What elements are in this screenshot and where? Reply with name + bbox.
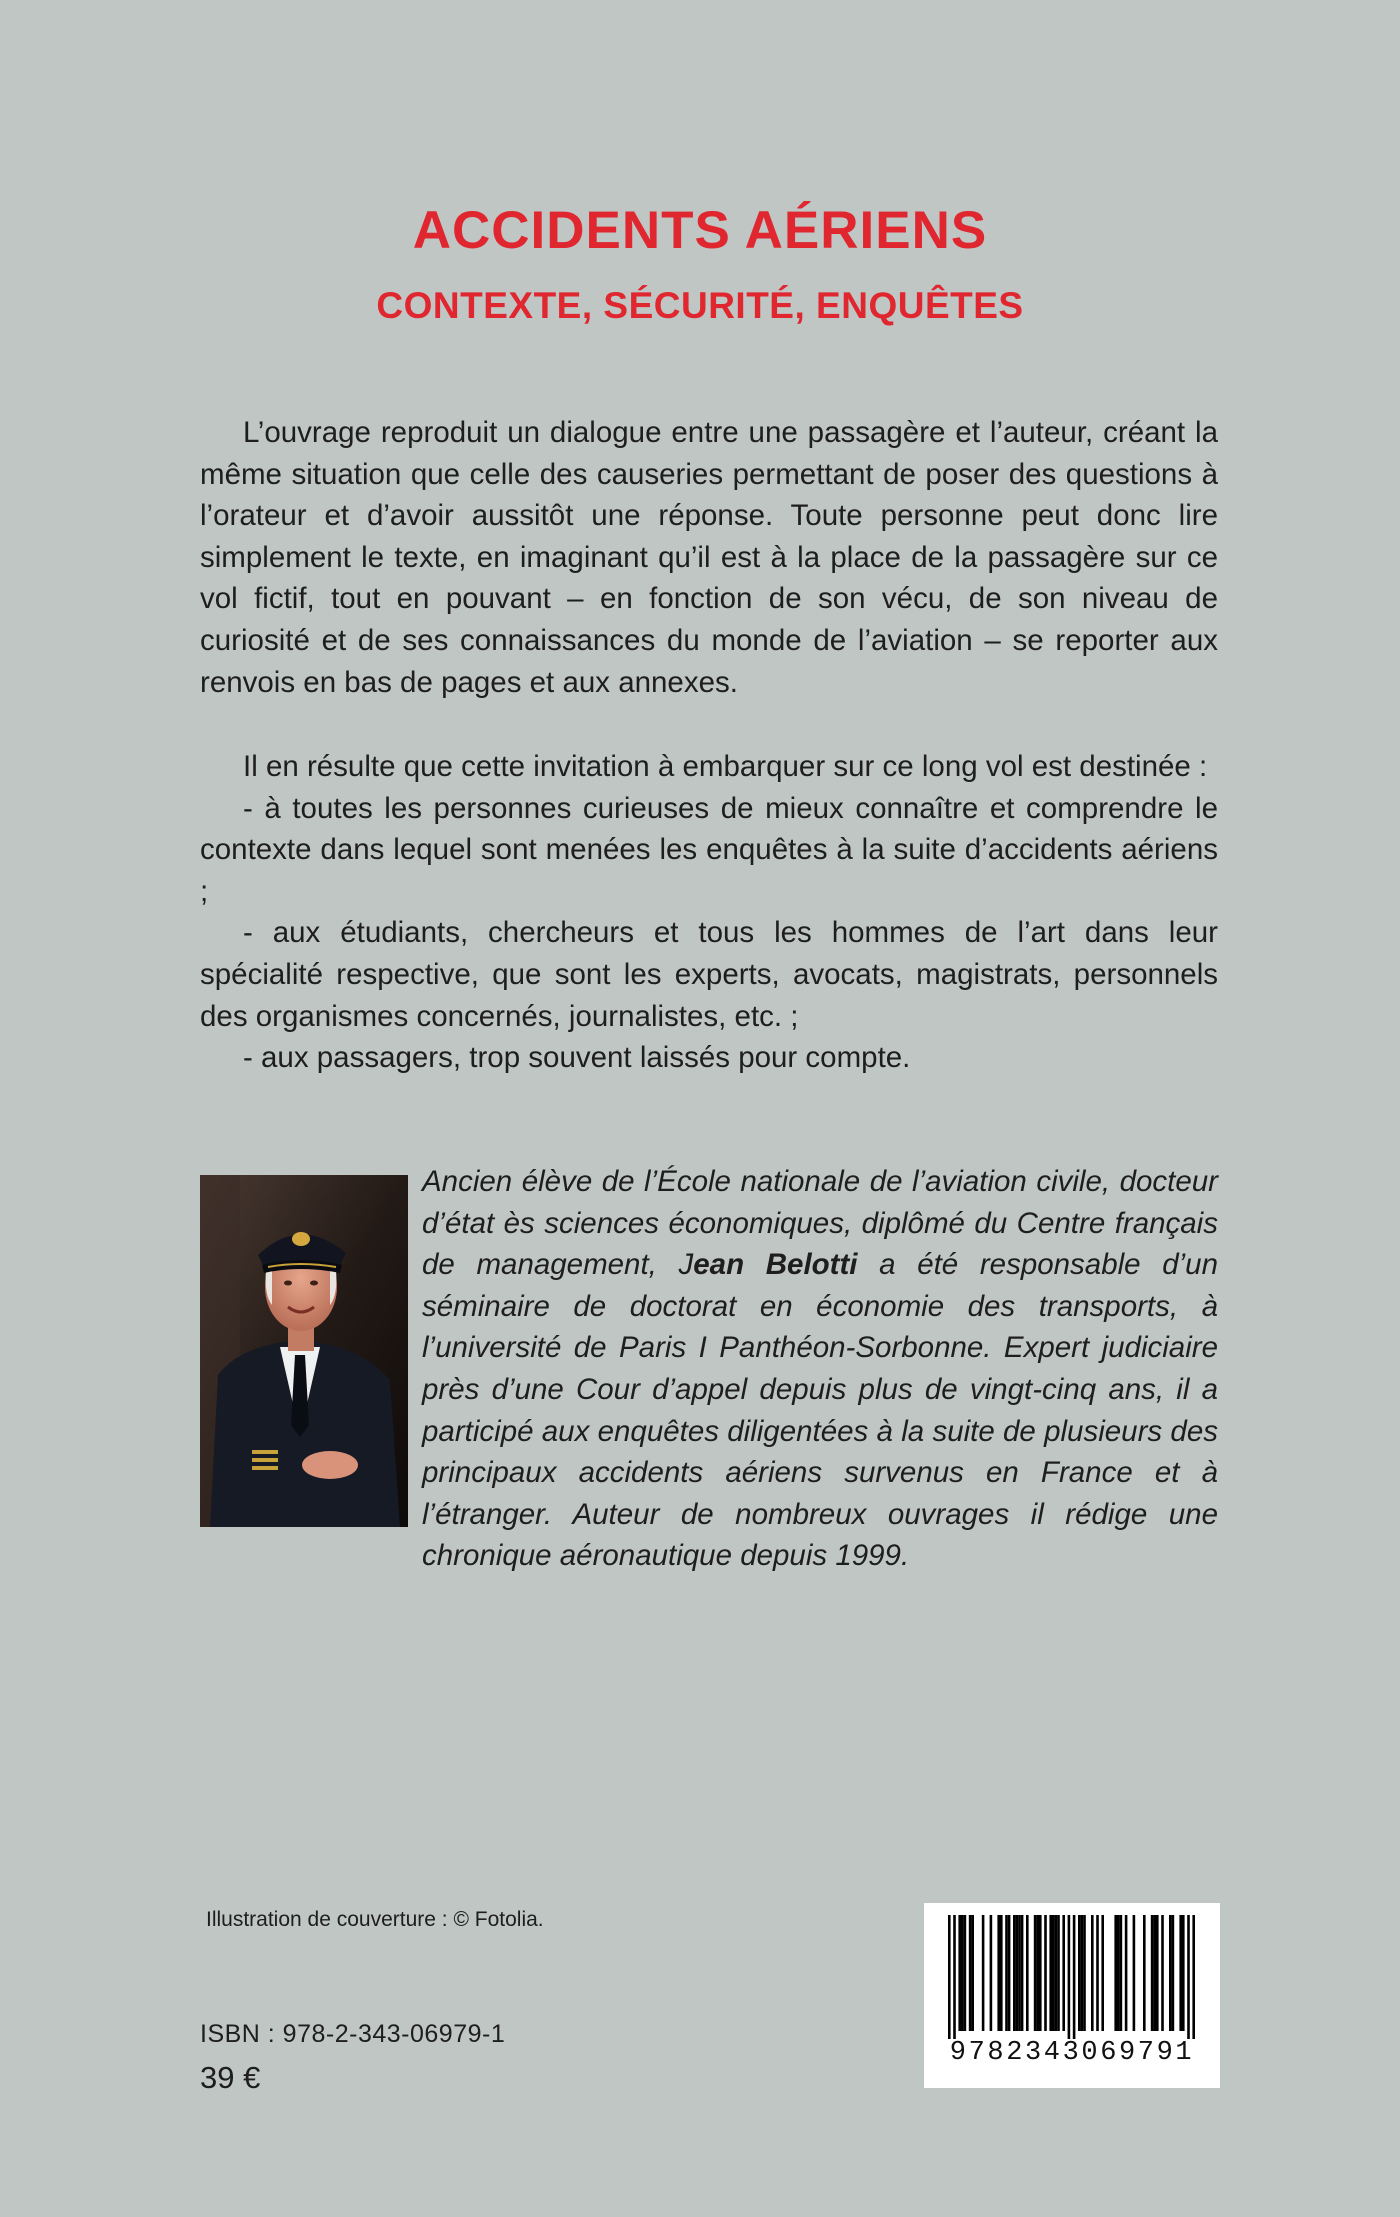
author-bio xyxy=(422,1161,1218,1577)
audience-item: - aux étudiants, chercheurs et tous les hommes de l’art dans leur spécialité respective, que sont les experts, avocats, magistrats, personnels des organismes concernés, journalistes, etc. ; xyxy=(200,916,1218,1033)
barcode-bar xyxy=(1114,1915,1117,2031)
audience-item: - aux passagers, trop souvent laissés pour compte. xyxy=(243,1041,911,1075)
author-name: ean Belotti xyxy=(693,1248,858,1282)
barcode-bar xyxy=(1117,1915,1120,2031)
barcode-bar xyxy=(1008,1915,1011,2031)
barcode-digits: 9782343069791 xyxy=(949,2038,1195,2068)
barcode-bar xyxy=(1039,1915,1042,2031)
cover-illustration-credit: Illustration de couverture : © Fotolia. xyxy=(206,1908,544,1931)
barcode-bar xyxy=(1156,1915,1159,2031)
barcode-bar xyxy=(961,1915,964,2031)
barcode-bar xyxy=(971,1915,974,2031)
barcode-bar xyxy=(997,1915,1000,2031)
barcode-bar xyxy=(1057,1915,1060,2031)
barcode-bar xyxy=(964,1915,967,2031)
barcode-bar xyxy=(1026,1915,1029,2031)
intro-paragraph: L’ouvrage reproduit un dialogue entre une passagère et l’auteur, créant la même situation que celle des causeries permettant de poser des questions à l’orateur et d’avoir aussitôt une réponse. Toute personne peut donc lire simplement le texte, en imaginant qu’il est à la place de la passagère sur ce vol fictif, tout en pouvant – en fonction de son vécu, de son niveau de curiosité et de ses connaissances du monde de l’aviation – se reporter aux renvois en bas de pages et aux annexes. xyxy=(200,416,1218,699)
barcode-bar xyxy=(1078,1915,1081,2031)
book-subtitle: CONTEXTE, SÉCURITÉ, ENQUÊTES xyxy=(376,285,1024,326)
barcode-bar xyxy=(1192,1915,1195,2039)
barcode-bar xyxy=(1081,1915,1084,2031)
book-title: ACCIDENTS AÉRIENS xyxy=(412,201,988,260)
pilot-portrait-illustration xyxy=(200,1175,408,1527)
barcode-bar xyxy=(1049,1915,1052,2031)
isbn: ISBN : 978-2-343-06979-1 xyxy=(200,2020,506,2048)
barcode-bar xyxy=(1055,1915,1058,2031)
barcode-bar xyxy=(1016,1915,1019,2031)
author-photo xyxy=(200,1175,408,1527)
barcode-bar xyxy=(1182,1915,1185,2031)
barcode-bar xyxy=(1169,1915,1172,2031)
ean-barcode xyxy=(924,1903,1220,2088)
description-intro xyxy=(200,412,1218,703)
barcode-bar xyxy=(1018,1915,1021,2031)
barcode-bar xyxy=(1073,1915,1076,2039)
barcode-bar xyxy=(1044,1915,1047,2031)
barcode-bar xyxy=(948,1915,951,2039)
barcode-bar xyxy=(1005,1915,1008,2031)
barcode-bar xyxy=(1083,1915,1086,2031)
barcode-bar xyxy=(982,1915,985,2031)
barcode-bar xyxy=(1034,1915,1037,2031)
barcode-bar xyxy=(1120,1915,1123,2031)
audience-section xyxy=(200,746,1218,1079)
audience-item: - à toutes les personnes curieuses de mieux connaître et comprendre le contexte dans lequel sont menées les enquêtes à la suite d’accidents aériens ; xyxy=(200,791,1218,908)
barcode-bar xyxy=(990,1915,993,2031)
barcode-bar xyxy=(958,1915,961,2031)
barcode-bar xyxy=(1187,1915,1190,2039)
barcode-bars xyxy=(924,1903,1220,2043)
barcode-bar xyxy=(1125,1915,1128,2031)
price: 39 € xyxy=(200,2060,261,2095)
barcode-bar xyxy=(1179,1915,1182,2031)
audience-lead: Il en résulte que cette invitation à embarquer sur ce long vol est destinée : xyxy=(243,750,1208,783)
barcode-bar xyxy=(1062,1915,1065,2031)
barcode-bar xyxy=(1068,1915,1071,2039)
barcode-bar xyxy=(1161,1915,1164,2031)
barcode-bar xyxy=(969,1915,972,2031)
barcode-bar xyxy=(1151,1915,1154,2031)
barcode-bar xyxy=(1101,1915,1104,2031)
barcode-bar xyxy=(1133,1915,1136,2031)
barcode-bar xyxy=(1036,1915,1039,2031)
barcode-bar xyxy=(1013,1915,1016,2031)
barcode-bar xyxy=(953,1915,956,2039)
barcode-bar xyxy=(1021,1915,1024,2031)
barcode-bar xyxy=(1091,1915,1094,2031)
barcode-bar xyxy=(1096,1915,1099,2031)
barcode-bar xyxy=(1172,1915,1175,2031)
barcode-bar xyxy=(1143,1915,1146,2031)
barcode-bar xyxy=(1153,1915,1156,2031)
barcode-bar xyxy=(1052,1915,1055,2031)
bio-text-after: a été responsable d’un séminaire de doctorat en économie des transports, à l’université de Paris I Panthéon-Sorbonne. Expert judiciaire près d’une Cour d’appel depuis plus de vingt-cinq ans, il a participé aux enquêtes diligentées à la suite de plusieurs des principaux accidents aériens survenus en France et à l’étranger. Auteur de nombreux ouvrages il rédige une chronique aéronautique depuis 1999. xyxy=(422,1248,1218,1573)
bio-text-before: Ancien élève de l’École nationale de l’aviation civile, docteur d’état ès sciences économiques, diplômé du Centre français de management, J xyxy=(422,1165,1218,1282)
barcode-bar xyxy=(1000,1915,1003,2031)
